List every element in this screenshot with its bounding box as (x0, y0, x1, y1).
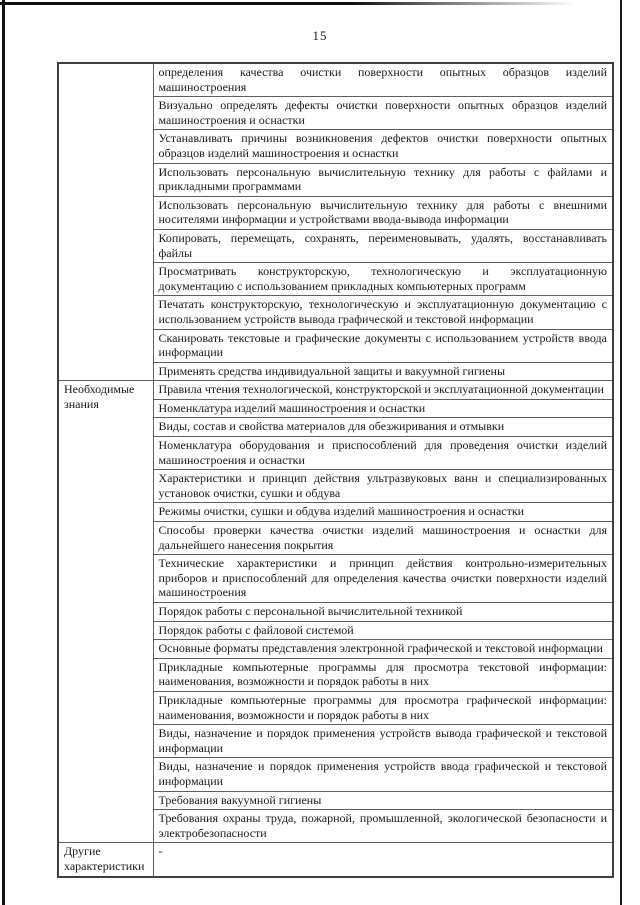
table-cell: Режимы очистки, сушки и обдува изделий машиностроения и оснастки (153, 503, 613, 522)
table-cell: Прикладные компьютерные программы для просмотра графической информации: наименования, возможности и порядок работы в них (153, 691, 613, 724)
table-cell: Визуально определять дефекты очистки поверхности опытных образцов изделий машиностроения и оснастки (153, 97, 613, 130)
table-cell: Порядок работы с файловой системой (153, 621, 613, 640)
table-cell: Способы проверки качества очистки изделий машиностроения и оснастки для дальнейшего нанесения покрытия (153, 522, 613, 555)
table-cell: Требования охраны труда, пожарной, промышленной, экологической безопасности и электробезопасности (153, 810, 613, 843)
table-cell: - (153, 843, 613, 877)
page-number: 15 (312, 28, 328, 43)
table-row (58, 381, 613, 400)
page-frame-right (620, 0, 622, 905)
table-row (58, 63, 613, 97)
table-cell: Применять средства индивидуальной защиты и вакуумной гигиены (153, 362, 613, 381)
table-cell: Номенклатура изделий машиностроения и оснастки (153, 399, 613, 418)
table-cell: Требования вакуумной гигиены (153, 791, 613, 810)
table-cell: Виды, назначение и порядок применения устройств вывода графической и текстовой информации (153, 725, 613, 758)
table-cell: Печатать конструкторскую, технологическую и эксплуатационную документацию с использованием устройств вывода графической и текстовой информации (153, 296, 613, 329)
table-cell: Прикладные компьютерные программы для просмотра текстовой информации: наименования, возможности и порядок работы в них (153, 658, 613, 691)
table-cell: Технические характеристики и принцип действия контрольно-измерительных приборов и приспособлений для определения качества очистки поверхности изделий машиностроения (153, 555, 613, 603)
section-label-cell: Необходимые знания (58, 381, 153, 843)
table-cell: Сканировать текстовые и графические документы с использованием устройств ввода информации (153, 329, 613, 362)
table-cell: Копировать, перемещать, сохранять, переименовывать, удалять, восстанавливать файлы (153, 229, 613, 262)
table-row (58, 843, 613, 877)
table-cell: Просматривать конструкторскую, технологическую и эксплуатационную документацию с использованием прикладных компьютерных программ (153, 263, 613, 296)
table-cell: Использовать персональную вычислительную технику для работы с внешними носителями информации и устройствами ввода-вывода информации (153, 196, 613, 229)
table-cell: Правила чтения технологической, конструкторской и эксплуатационной документации (153, 381, 613, 400)
table-cell: Номенклатура оборудования и приспособлений для проведения очистки изделий машиностроения и оснастки (153, 437, 613, 470)
table-cell: Виды, состав и свойства материалов для обезжиривания и отмывки (153, 418, 613, 437)
table-cell: определения качества очистки поверхности опытных образцов изделий машиностроения (153, 63, 613, 97)
table-cell: Характеристики и принцип действия ультразвуковых ванн и специализированных установок очистки, сушки и обдува (153, 470, 613, 503)
table-cell: Виды, назначение и порядок применения устройств ввода графической и текстовой информации (153, 758, 613, 791)
page-frame-top (0, 2, 640, 5)
page-frame-left (2, 0, 5, 905)
table-cell: Устанавливать причины возникновения дефектов очистки поверхности опытных образцов изделий машиностроения и оснастки (153, 130, 613, 163)
section-label-cell: Другие характеристики (58, 843, 153, 877)
table-cell: Основные форматы представления электронной графической и текстовой информации (153, 640, 613, 659)
section-label-cell (58, 63, 153, 381)
table-cell: Использовать персональную вычислительную технику для работы с файлами и прикладными программами (153, 163, 613, 196)
qualification-table (57, 62, 614, 878)
table-cell: Порядок работы с персональной вычислительной техникой (153, 603, 613, 622)
